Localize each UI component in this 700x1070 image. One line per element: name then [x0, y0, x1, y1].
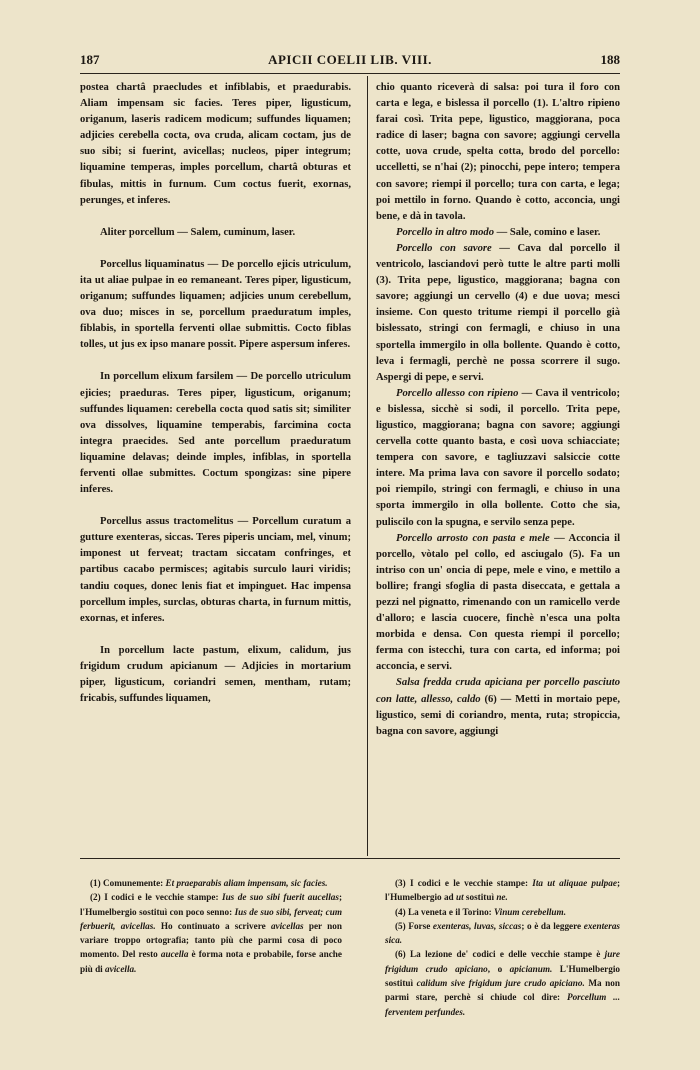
footnote: (4) La veneta e il Torino: Vinum cerebellum. — [395, 906, 566, 917]
header-rule — [80, 73, 620, 74]
latin-paragraph: postea chartâ praecludes et infiblabis, et praedurabis. Aliam impensam sic facies. Teres piper, ligusticum, origanum, laseris radicem modicum; suffundes liquamen; adjicies cerebella cocta, ova cruda, alicam coctam, jus de suo sibi; si fuerint, avicellas; nucleos, piper integrum; liquamine temperas, imples porcellum, chartâ obturas et fibulas, mittis in furnum. Cum coctus fuerit, exornas, perunges, et inferes. — [80, 82, 351, 206]
latin-paragraph: In porcellum elixum farsilem — De porcello utriculum ejicies; praeduras. Teres piper, ligusticum, origanum; suffundes liquamen: cerebella cocta quod satis sit; similiter ova dissolves, liquamine temperabis, farcimina cocta integra praecides. Sed ante porcellum praeduratum liquamine delavas; deinde imples, infiblas, in sportella ferventi ollae submittes. Coctum spongizas: sine pipere inferes. — [80, 371, 351, 496]
latin-paragraph: Porcellus liquaminatus — De porcello ejicis utriculum, ita ut aliae pulpae in eo remaneant. Teres piper, ligusticum, origanum; suffundes liquamen; adjicies unum cerebellum, ova duo; misces in se, porcellum praeduratum imples, fiblabis, in sportella ferventi ollae submittis. Cocto fiblas tolles, ut jus ex ipso manare possit. Pipere aspersum inferes. — [80, 258, 351, 351]
italian-column — [376, 80, 620, 740]
italian-paragraph: Porcello in altro modo — Sale, comino e laser. — [396, 226, 601, 238]
italian-paragraph: Porcello arrosto con pasta e mele — Acconcia il porcello, vòtalo pel collo, ed asciugalo (5). Fa un intriso con un' oncia di pepe, mele e vino, e mettilo a bollire; frangi sfoglia di pasta diseccata, e gettala a pezzi nel pignatto, rimenando con un ramicello verde d'alloro; e lascia cuocere, finchè n'esca una polta morbida e densa. Con questa riempi il porcello; ferma con istecchi, tura con carta, ed informa; poi acconcia, e servi. — [376, 532, 621, 673]
footnote: (2) I codici e le vecchie stampe: Ius de suo sibi fuerit aucellas; l'Humelbergio sostituì con poco senno: Ius de suo sibi, ferveat; cum ferbuerit, avicellas. Ho continuato a scrivere avicellas per non variare troppo ortografia; tanto più che parmi cosa di poco momento. Del resto aucella è forma nota e probabile, forse anche più di avicella. — [80, 892, 342, 974]
recipe-title: Porcello arrosto con pasta e mele — [396, 532, 550, 544]
footnote-rule — [80, 858, 620, 859]
page-header — [80, 52, 620, 72]
running-title: APICII COELII LIB. VIII. — [268, 52, 432, 67]
recipe-title: Porcello allesso con ripieno — [396, 387, 519, 399]
italian-paragraph: Salsa fredda cruda apiciana per porcello pasciuto con latte, allesso, caldo (6) — Metti in mortaio pepe, ligustico, semi di coriandro, menta, ruta; stropiccia, bagna con savore, aggiungi — [376, 677, 620, 737]
page-number-right: 188 — [600, 52, 620, 67]
recipe-title: Porcello in altro modo — [396, 226, 494, 238]
latin-paragraph: Porcellus assus tractomelitus — Porcellum curatum a gutture exenteras, siccas. Teres piperis unciam, mel, vinum; imponest ut ferveat; tractam siccatam confringes, et partibus cacabo permisces; agitabis surculo lauri viridis; tandiu coques, donec lenis fiat et impinguet. Hac impensa porcellum imples, surclas, obturas charta, in furnum mittis, exornas, et inferes. — [80, 516, 351, 624]
footnote: (6) La lezione de' codici e delle vecchie stampe è jure frigidum crudo apiciano, o apicianum. L'Humelbergio sostituì calidum sive frigidum jure crudo apiciano. Ma non parmi stare, perchè si chiude col dire: Porcellum ... ferventem perfundes. — [385, 949, 620, 1017]
italian-paragraph: chio quanto riceverà di salsa: poi tura il foro con carta e lega, e bislessa il porcello (1). L'altro ripieno farai così. Trita pepe, ligustico, maggiorana, poca radice di laser; bagna con savore; aggiungi cervella cotte, uova crude, spelta cotta, brodo del porcello: uccelletti, se n'hai (2); pinocchi, pepe intero; tempera con savore; riempi il porcello; tura con carta, e lega; poi mettilo in forno. Quando è cotto, acconcia, ungi bene, e dà in tavola. — [376, 82, 620, 222]
footnotes-left — [80, 876, 342, 976]
recipe-title: Porcello con savore — [396, 242, 492, 254]
page-number-left: 187 — [80, 52, 100, 67]
latin-column — [80, 80, 351, 707]
footnotes-right — [385, 876, 620, 1019]
column-divider — [367, 76, 368, 856]
footnote: (5) Forse exenteras, luvas, siccas; o è da leggere exenteras sica. — [385, 920, 620, 946]
recipe-title: Salsa fredda cruda apiciana per porcello pasciuto con latte, allesso, caldo — [376, 677, 620, 705]
footnote: (3) I codici e le vecchie stampe: Ita ut aliquae pulpae; l'Humelbergio ad ut sostituì ne. — [385, 878, 620, 903]
italian-paragraph: Porcello con savore — Cava dal porcello il ventricolo, lasciandovi però tutte le altre parti molli (3). Trita pepe, ligustico, maggiorana; bagna con savore; aggiungi un cervello (4) e due uova; mesci insieme. Con questo tritume riempi il porcello già bislessato, stringi con fermagli, e chiuso in una sportella immergilo in olla bollente. Quando è cotto, leva i fermagli, perchè ne possa scorrere il sugo. Aspergi di pepe, e servi. — [376, 242, 620, 383]
latin-paragraph: Aliter porcellum — Salem, cuminum, laser. — [100, 226, 296, 238]
italian-paragraph: Porcello allesso con ripieno — Cava il ventricolo; e bislessa, sicchè si sodi, il porcello. Trita pepe, ligustico, maggiorana; bagna con savore; aggiungi cervella cotte quanto basta, e così uova schiacciate; tempera con savore, e tagliuzzavi salsiccie cotte intere. Ma prima lava con savore il porcello sodato; poi riempilo, stringi con fermagli, e chiuso in una sporta immergilo in olla bollente. Cotto che sia, puliscilo con la spugna, e servilo senza pepe. — [376, 387, 620, 528]
footnote: (1) Comunemente: Et praeparabis aliam impensam, sic facies. — [90, 878, 328, 888]
latin-paragraph: In porcellum lacte pastum, elixum, calidum, jus frigidum crudum apicianum — Adjicies in mortarium piper, ligusticum, coriandri semen, mentham, rutam; fricabis, suffundes liquamen, — [80, 644, 351, 705]
